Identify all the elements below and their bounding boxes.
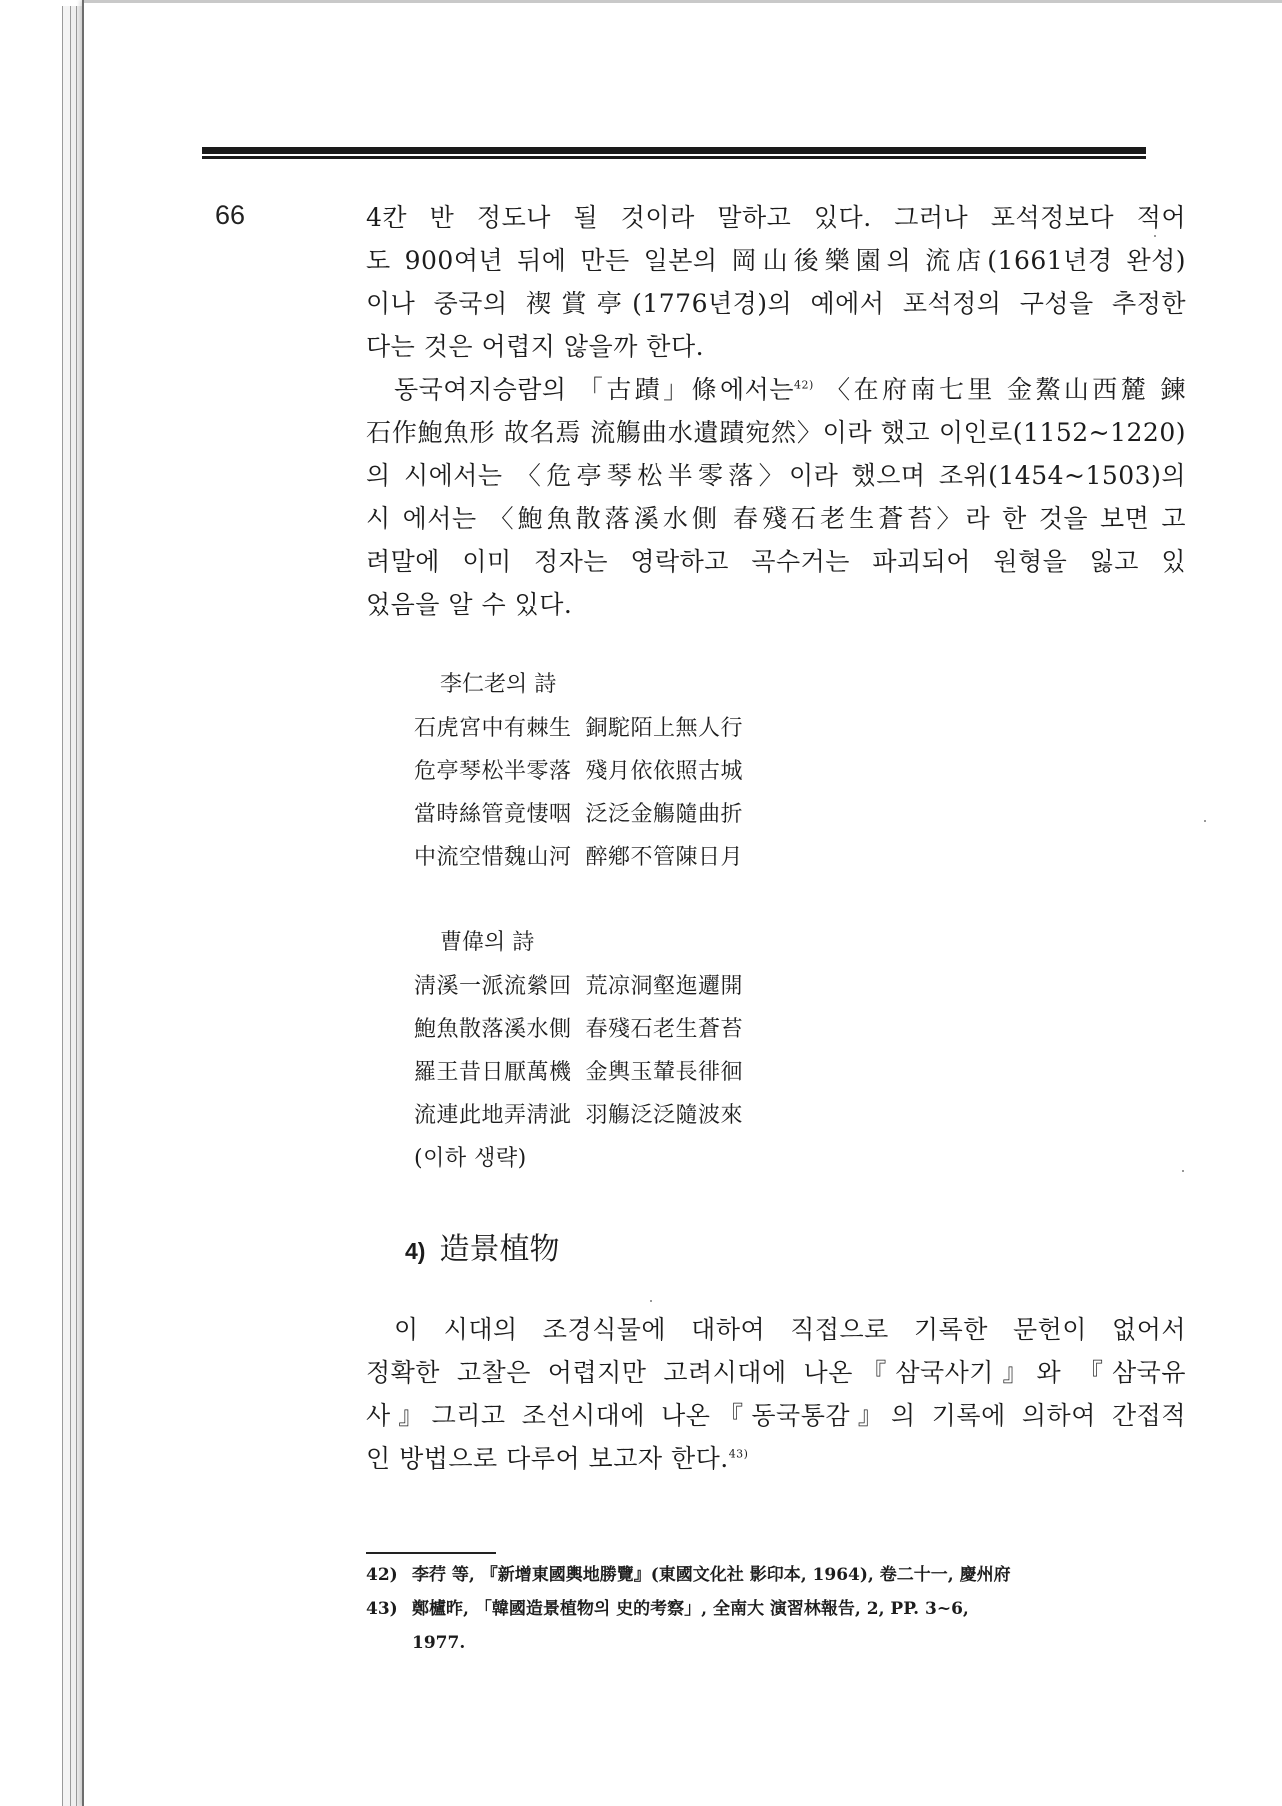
poem-line [414,1008,743,1051]
header-rule-thick [202,147,1146,154]
poem-verse: 石虎宮中有棘生 [414,716,572,741]
body-text-section [366,1308,1186,1480]
paragraph-line: 4칸 반 정도나 될 것이라 말하고 있다. 그러나 포석정보다 적어 [366,203,1186,232]
poem-line [414,1094,743,1137]
section-title: 造景植物 [439,1232,560,1267]
poem-line [414,836,743,879]
paragraph-line: 정확한 고찰은 어렵지만 고려시대에 나온『삼국사기』와 『삼국유 [366,1358,1186,1387]
poem-verse: 醉鄕不管陳日月 [585,845,744,870]
scan-speck [1182,1170,1184,1172]
footnote-item [366,1558,1246,1592]
book-page [82,0,1282,1806]
section-heading [405,1224,559,1268]
poem-verse: 流連此地弄淸泚 [414,1103,572,1128]
scan-speck [1154,235,1156,237]
footnote-text: 鄭櫨昨, 「韓國造景植物의 史的考察」, 全南大 演習林報告, 2, PP. 3~6, [412,1599,969,1619]
paragraph-line: 었음을 알 수 있다. [366,590,573,619]
poem-verse: 淸溪一派流縈回 [414,974,572,999]
paragraph-line: 시 에서는 〈鮑魚散落溪水側 春殘石老生蒼苔〉라 한 것을 보면 고 [366,504,1186,533]
poem-line [414,707,743,750]
paragraph-line: 려말에 이미 정자는 영락하고 곡수거는 파괴되어 원형을 잃고 있 [366,547,1186,576]
footnote-rule [366,1552,496,1554]
header-rule-thin [202,156,1146,159]
poem-verse: 殘月依依照古城 [585,759,744,784]
text-span: 〈在府南七里 金鰲山西麓 鍊 [813,375,1187,404]
paragraph-line [366,1437,1186,1480]
footnote-number: 42) [366,1565,398,1585]
poem-verse: 羅王昔日厭萬機 [414,1060,572,1085]
footnote-ref: 42) [793,378,814,392]
paragraph-line: 사』그리고 조선시대에 나온『동국통감』의 기록에 의하여 간접적 [366,1401,1186,1430]
poem-omit-note: (이하 생략) [414,1146,527,1171]
poem-lee-inro [414,662,743,879]
paragraph-line: 의 시에서는 〈危亭琴松半零落〉이라 했으며 조위(1454~1503)의 [366,461,1186,490]
footnote-item [366,1592,1246,1626]
paragraph-line: 도 900여년 뒤에 만든 일본의 岡山後樂園의 流店(1661년경 완성) [366,246,1186,275]
footnote-ref: 43) [728,1447,749,1461]
poem-verse: 中流空惜魏山河 [414,845,572,870]
poem-line [414,1051,743,1094]
poem-jo-wi [414,920,743,1180]
paragraph-line: 이나 중국의 禊賞亭(1776년경)의 예에서 포석정의 구성을 추정한 [366,289,1186,318]
poem-verse: 當時絲管竟悽咽 [414,802,572,827]
paragraph-line [366,368,1186,411]
footnote-text: 李荇 等, 『新增東國輿地勝覽』(東國文化社 影印本, 1964), 卷二十一, 慶州府 [412,1565,1011,1585]
poem-title: 李仁老의 詩 [440,672,557,697]
poem-title: 曹偉의 詩 [440,930,535,955]
footnotes [366,1558,1246,1660]
poem-line [414,793,743,836]
text-span: 동국여지승람의 「古蹟」條에서는 [394,375,794,404]
poem-verse: 春殘石老生蒼苔 [585,1017,744,1042]
paragraph-line: 다는 것은 어렵지 않을까 한다. [366,332,705,361]
poem-verse: 泛泛金觴隨曲折 [585,802,744,827]
page-number: 66 [215,200,246,230]
poem-verse: 鮑魚散落溪水側 [414,1017,572,1042]
poem-verse: 銅駝陌上無人行 [585,716,744,741]
poem-verse: 荒凉洞壑迤邐開 [585,974,744,999]
body-text [366,196,1186,626]
poem-line [414,750,743,793]
text-span: 인 방법으로 다루어 보고자 한다. [366,1444,729,1473]
poem-verse: 羽觴泛泛隨波來 [585,1103,744,1128]
section-number: 4) [405,1238,426,1264]
poem-verse: 危亭琴松半零落 [414,759,572,784]
scan-speck [650,1300,652,1302]
scan-speck [1204,820,1206,822]
poem-verse: 金輿玉輦長徘徊 [585,1060,744,1085]
poem-line [414,965,743,1008]
page-top-edge [84,0,1282,3]
footnote-continuation: 1977. [412,1633,466,1653]
footnote-number: 43) [366,1599,398,1619]
paragraph-line: 이 시대의 조경식물에 대하여 직접으로 기록한 문헌이 없어서 [394,1315,1186,1344]
paragraph-line: 石作鮑魚形 故名焉 流觴曲水遺蹟宛然〉이라 했고 이인로(1152~1220) [366,418,1186,447]
